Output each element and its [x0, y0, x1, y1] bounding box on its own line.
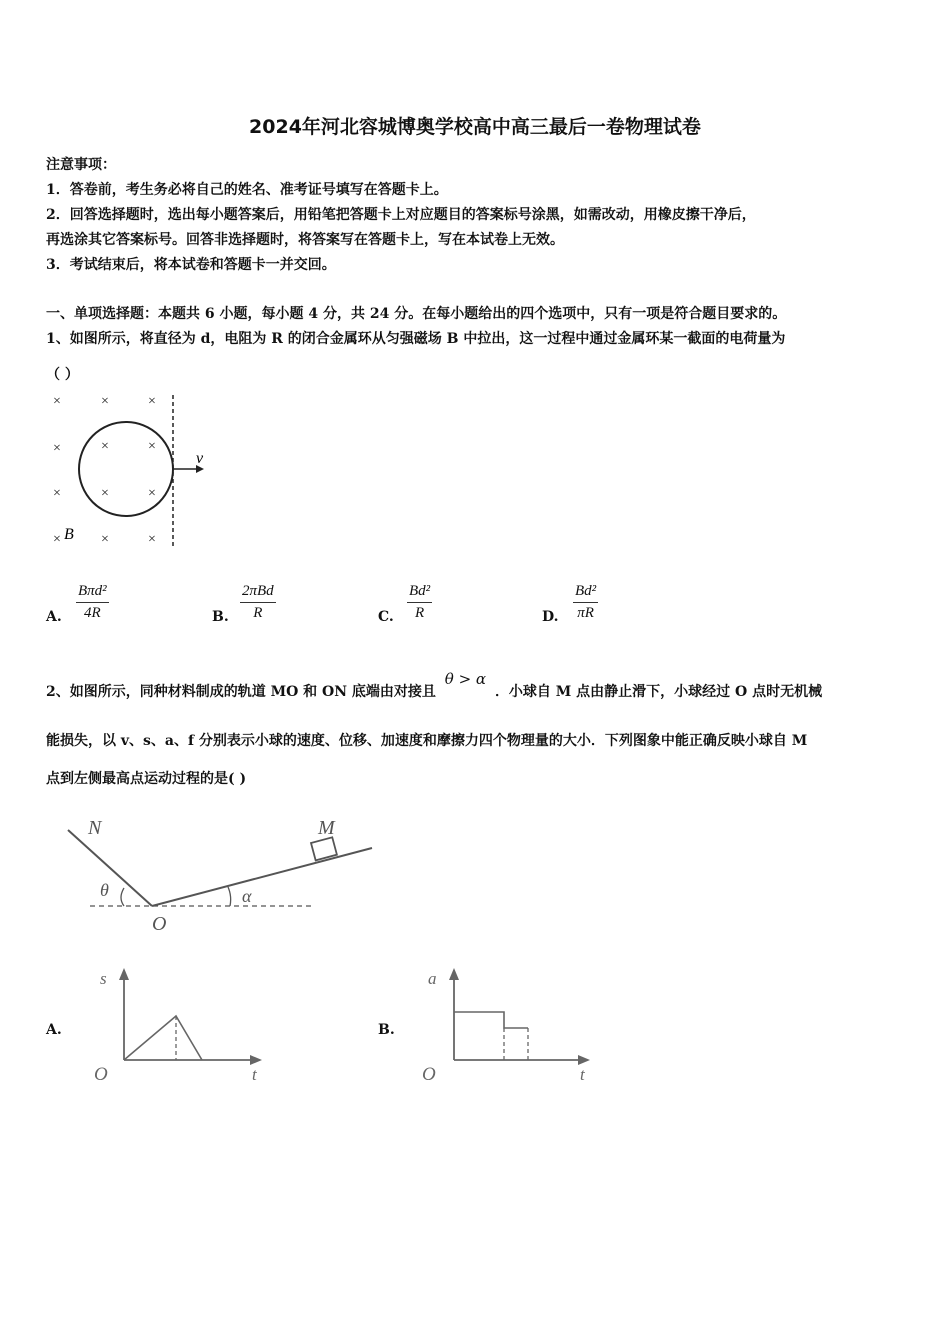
page-title: 2024年河北容城博奥学校高中高三最后一卷物理试卷 — [249, 116, 701, 138]
graph-a-origin: O — [94, 1064, 108, 1085]
label-O: O — [152, 913, 167, 935]
track-MO — [152, 848, 372, 906]
field-cross: × — [101, 486, 109, 501]
label-theta: θ — [100, 880, 109, 900]
question-1-stem: 1、如图所示，将直径为 d，电阻为 R 的闭合金属环从匀强磁场 B 中拉出，这一过程中通过金属环某一截面的电荷量为 — [46, 331, 786, 347]
option-a-numerator: Bπd² — [76, 583, 109, 603]
option-d-formula — [573, 583, 598, 622]
option-d-label: D. — [542, 609, 559, 625]
option-d-denominator: πR — [577, 605, 594, 621]
option-c-denominator: R — [415, 605, 425, 621]
question-2-line2: 能损失，以 v、s、a、f 分别表示小球的速度、位移、加速度和摩擦力四个物理量的大小．下列图象中能正确反映小球自 M — [46, 733, 808, 749]
question-2-stem-part2: ．小球自 M 点由静止滑下，小球经过 O 点时无机械 — [494, 684, 823, 700]
option-c-numerator: Bd² — [407, 583, 432, 603]
notice-item: 3．考试结束后，将本试卷和答题卡一并交回。 — [46, 257, 336, 273]
field-cross: × — [101, 439, 109, 454]
graph-b-label: B. — [378, 1022, 395, 1038]
track-ON — [68, 830, 152, 906]
field-cross: × — [53, 532, 61, 547]
graph-a-ylabel: s — [100, 969, 107, 988]
field-cross: × — [148, 394, 156, 409]
label-N: N — [88, 817, 102, 839]
option-b-numerator: 2πBd — [240, 583, 276, 603]
option-a-denominator: 4R — [84, 605, 101, 621]
notice-item: 再选涂其它答案标号。回答非选择题时，将答案写在答题卡上，写在本试卷上无效。 — [46, 232, 564, 248]
metal-ring — [79, 422, 173, 516]
notice-heading: 注意事项： — [46, 157, 116, 173]
graph-a-curve — [124, 1016, 202, 1060]
field-cross: × — [53, 394, 61, 409]
option-b-label: B. — [212, 609, 229, 625]
label-alpha: α — [242, 886, 252, 906]
field-cross: × — [148, 439, 156, 454]
inline-math: θ > α — [444, 670, 487, 688]
option-c-label: C. — [378, 609, 394, 625]
notice-item: 2．回答选择题时，选出每小题答案后，用铅笔把答题卡上对应题目的答案标号涂黑，如需改动，用橡皮擦干净后， — [46, 207, 756, 223]
graph-a — [90, 962, 270, 1087]
option-d-numerator: Bd² — [573, 583, 598, 603]
graph-b-ylabel: a — [428, 969, 437, 988]
field-cross: × — [148, 532, 156, 547]
graph-b-curve — [454, 1012, 528, 1028]
section-heading: 一、单项选择题：本题共 6 小题，每小题 4 分，共 24 分。在每小题给出的四个选项中，只有一项是符合题目要求的。 — [46, 306, 787, 322]
graph-b-xlabel: t — [580, 1065, 585, 1084]
question-2-stem — [46, 670, 823, 701]
field-cross: × — [148, 486, 156, 501]
option-a-label: A. — [46, 609, 62, 625]
block-M — [311, 837, 337, 860]
question-2-line3: 点到左侧最高点运动过程的是( ) — [46, 771, 247, 787]
option-c-formula — [407, 583, 432, 622]
notice-item: 1．答卷前，考生务必将自己的姓名、准考证号填写在答题卡上。 — [46, 182, 448, 198]
field-label: B — [64, 526, 74, 543]
option-a-formula — [76, 583, 109, 622]
label-M: M — [318, 817, 335, 839]
field-cross: × — [101, 532, 109, 547]
field-cross: × — [53, 441, 61, 456]
field-cross: × — [101, 394, 109, 409]
question-1-paren: （ ） — [46, 367, 79, 383]
option-b-denominator: R — [253, 605, 263, 621]
magnetic-field-figure — [40, 385, 230, 555]
option-b-formula — [240, 583, 276, 622]
graph-a-label: A. — [46, 1022, 62, 1038]
track-figure — [60, 810, 390, 940]
graph-b — [418, 962, 598, 1087]
velocity-label: v — [196, 450, 204, 467]
graph-b-origin: O — [422, 1064, 436, 1085]
question-2-stem-part1: 2、如图所示，同种材料制成的轨道 MO 和 ON 底端由对接且 — [46, 684, 436, 700]
field-cross: × — [53, 486, 61, 501]
graph-a-xlabel: t — [252, 1065, 257, 1084]
